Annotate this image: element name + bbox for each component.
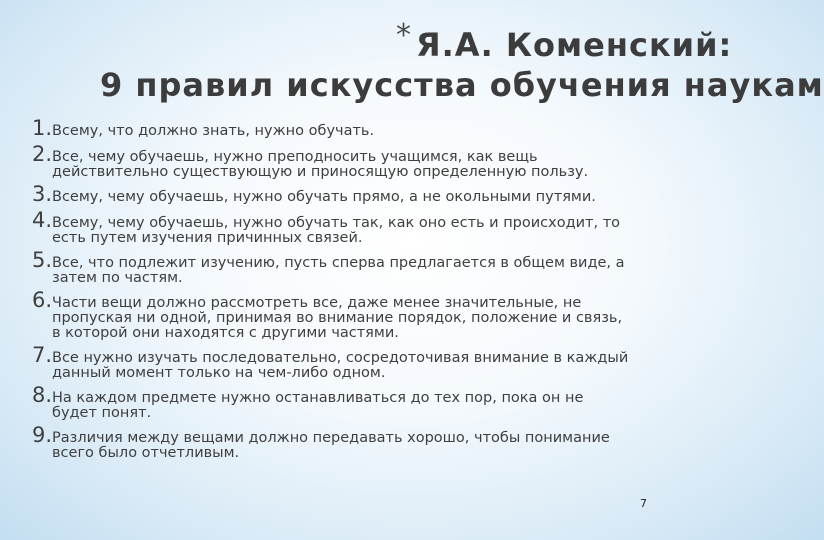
rule-number: 2. [32, 142, 53, 166]
rule-text: На каждом предмете нужно останавливаться до тех пор, пока он не будет понят. [52, 390, 584, 421]
rule-text: Все, чему обучаешь, нужно преподносить учащимся, как вещь действительно существующую и приносящую определенную пользу. [52, 149, 589, 180]
rule-item [32, 182, 632, 206]
title-star: * [396, 18, 411, 53]
rule-number: 4. [32, 208, 53, 232]
rule-text: Всему, чему обучаешь, нужно обучать так, как оно есть и происходит, то есть путем изучения причинных связей. [52, 215, 621, 246]
slide-title: Я.А. Коменский: [416, 26, 733, 64]
page-number: 7 [640, 497, 647, 510]
rule-number: 8. [32, 383, 53, 407]
rule-item [32, 208, 632, 246]
rule-item [32, 288, 632, 341]
rule-number: 3. [32, 182, 53, 206]
rule-text: Все нужно изучать последовательно, сосредоточивая внимание в каждый данный момент только на чем-либо одном. [52, 350, 629, 381]
rule-number: 6. [32, 288, 53, 312]
rule-text: Всему, что должно знать, нужно обучать. [52, 123, 375, 139]
rule-item [32, 142, 632, 180]
rule-number: 9. [32, 423, 53, 447]
rule-item [32, 248, 632, 286]
rule-text: Все, что подлежит изучению, пусть сперва предлагается в общем виде, а затем по частям. [52, 255, 625, 286]
rule-text: Различия между вещами должно передавать хорошо, чтобы понимание всего было отчетливым. [52, 430, 610, 461]
rules-list [32, 116, 632, 463]
slide-subtitle: 9 правил искусства обучения наукам [100, 66, 824, 104]
rule-number: 5. [32, 248, 53, 272]
rule-text: Части вещи должно рассмотреть все, даже менее значительные, не пропуская ни одной, принимая во внимание порядок, положение и связь, в которой они находятся с другими частями. [52, 295, 623, 341]
rule-item [32, 343, 632, 381]
rule-item [32, 116, 632, 140]
rule-item [32, 423, 632, 461]
rule-text: Всему, чему обучаешь, нужно обучать прямо, а не окольными путями. [52, 189, 596, 205]
rule-item [32, 383, 632, 421]
rule-number: 7. [32, 343, 53, 367]
rule-number: 1. [32, 116, 53, 140]
